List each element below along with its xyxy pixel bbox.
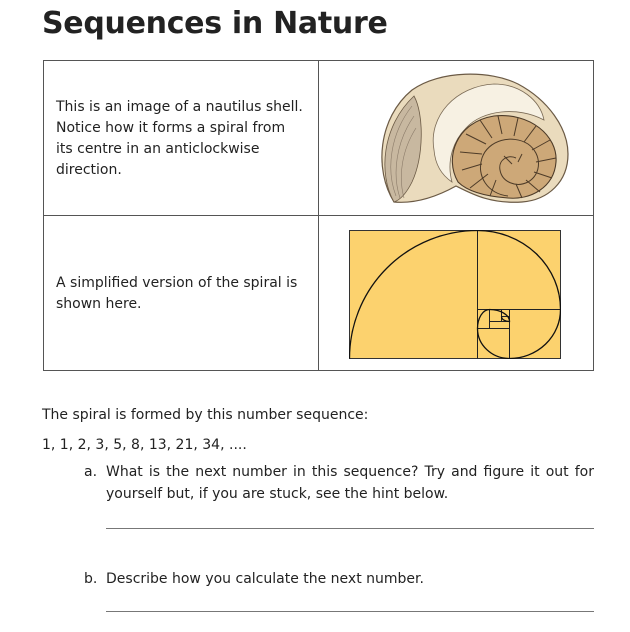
nautilus-description: This is an image of a nautilus shell. Notice how it forms a spiral from its centre in an anticlockwise direction.	[56, 99, 303, 178]
question-a-text: What is the next number in this sequence? Try and figure it out for yourself but, if you are stuck, see the hint below.	[106, 464, 594, 502]
answer-line-b[interactable]	[106, 611, 594, 612]
fibonacci-spiral-image	[349, 230, 561, 359]
question-a-letter: a.	[84, 464, 98, 480]
question-b-text: Describe how you calculate the next number.	[106, 571, 424, 587]
table-divider-horizontal	[44, 215, 593, 216]
nautilus-shell-image	[372, 70, 572, 205]
answer-line-a[interactable]	[106, 528, 594, 529]
page-title: Sequences in Nature	[42, 6, 388, 41]
number-sequence: 1, 1, 2, 3, 5, 8, 13, 21, 34, ....	[42, 437, 247, 453]
sequence-intro: The spiral is formed by this number sequence:	[42, 407, 369, 423]
question-b-letter: b.	[84, 571, 98, 587]
spiral-description: A simplified version of the spiral is shown here.	[56, 275, 298, 312]
